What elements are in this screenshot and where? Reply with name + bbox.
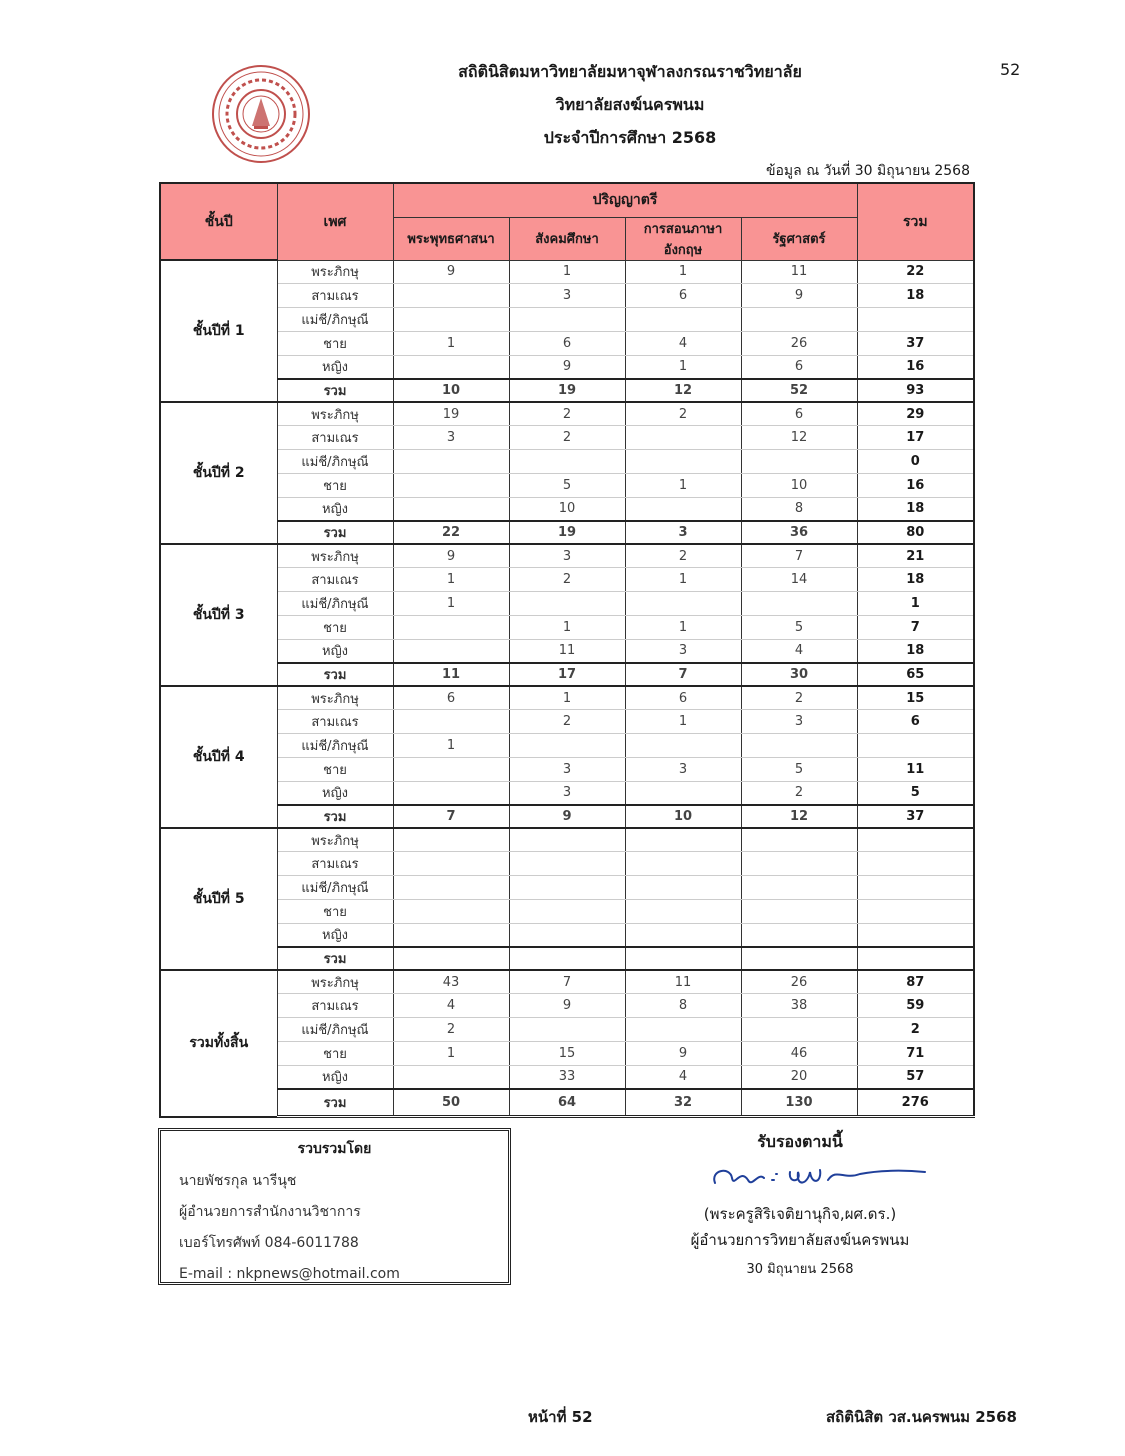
count-cell: 32 (625, 1089, 741, 1117)
count-cell: 8 (625, 994, 741, 1018)
count-cell: 5 (741, 757, 857, 781)
count-cell: 3 (625, 757, 741, 781)
count-cell (509, 876, 625, 900)
count-cell (393, 497, 509, 521)
count-cell: 1 (393, 331, 509, 355)
row-total-cell: 87 (857, 970, 974, 994)
count-cell: 38 (741, 994, 857, 1018)
count-cell (741, 899, 857, 923)
table-row (160, 828, 974, 852)
table-row (160, 521, 974, 544)
sex-label: สามเณร (277, 284, 393, 308)
sex-label: ชาย (277, 899, 393, 923)
table-row (160, 497, 974, 521)
page-number: 52 (1000, 60, 1021, 79)
row-total-cell: 7 (857, 615, 974, 639)
count-cell (625, 828, 741, 852)
table-row (160, 876, 974, 900)
table-row (160, 781, 974, 805)
count-cell: 6 (393, 686, 509, 710)
count-cell: 26 (741, 331, 857, 355)
count-cell: 4 (625, 331, 741, 355)
row-total-cell: 6 (857, 710, 974, 734)
count-cell (509, 1018, 625, 1042)
count-cell (509, 308, 625, 332)
count-cell: 19 (509, 379, 625, 402)
count-cell: 11 (509, 639, 625, 663)
table-row (160, 852, 974, 876)
header-level: ชั้นปี (160, 183, 277, 260)
count-cell (625, 923, 741, 947)
row-total-cell: 11 (857, 757, 974, 781)
row-total-cell: 16 (857, 473, 974, 497)
count-cell: 9 (741, 284, 857, 308)
count-cell: 2 (741, 781, 857, 805)
sex-label: แม่ชี/ภิกษุณี (277, 450, 393, 474)
count-cell (625, 592, 741, 616)
certification-date: 30 มิถุนายน 2568 (746, 1262, 854, 1277)
table-row (160, 710, 974, 734)
count-cell (393, 284, 509, 308)
sex-label: ชาย (277, 331, 393, 355)
table-body (160, 260, 974, 1117)
row-total-cell: 93 (857, 379, 974, 402)
table-row (160, 568, 974, 592)
row-total-cell (857, 899, 974, 923)
compiler-phone: เบอร์โทรศัพท์ 084-6011788 (179, 1235, 359, 1251)
count-cell: 1 (393, 568, 509, 592)
row-total-cell: 18 (857, 639, 974, 663)
count-cell (625, 899, 741, 923)
subtotal-label: รวม (277, 663, 393, 686)
subtotal-label: รวม (277, 947, 393, 970)
subtotal-label: รวม (277, 521, 393, 544)
row-total-cell: 22 (857, 260, 974, 284)
subtotal-label: รวม (277, 379, 393, 402)
count-cell (509, 852, 625, 876)
count-cell: 130 (741, 1089, 857, 1117)
count-cell (509, 923, 625, 947)
count-cell (393, 473, 509, 497)
count-cell: 9 (625, 1041, 741, 1065)
count-cell: 2 (625, 544, 741, 568)
footer-document-label: สถิตินิสิต วส.นครพนม 2568 (826, 1408, 1017, 1426)
compiled-by-title: รวบรวมโดย (297, 1141, 372, 1157)
header-major: รัฐศาสตร์ (741, 217, 857, 260)
row-total-cell: 18 (857, 497, 974, 521)
count-cell: 9 (509, 994, 625, 1018)
footer-page-label: หน้าที่ 52 (528, 1408, 593, 1426)
count-cell (509, 592, 625, 616)
count-cell (625, 781, 741, 805)
count-cell (393, 1065, 509, 1089)
count-cell: 20 (741, 1065, 857, 1089)
count-cell (393, 947, 509, 970)
level-label: ชั้นปีที่ 2 (160, 402, 277, 544)
count-cell: 64 (509, 1089, 625, 1117)
count-cell: 33 (509, 1065, 625, 1089)
count-cell: 52 (741, 379, 857, 402)
count-cell: 26 (741, 970, 857, 994)
count-cell: 3 (509, 544, 625, 568)
count-cell (393, 355, 509, 379)
sex-label: พระภิกษุ (277, 402, 393, 426)
count-cell (741, 450, 857, 474)
table-row (160, 899, 974, 923)
row-total-cell (857, 734, 974, 758)
count-cell: 22 (393, 521, 509, 544)
table-row (160, 686, 974, 710)
sex-label: หญิง (277, 639, 393, 663)
level-label: ชั้นปีที่ 4 (160, 686, 277, 828)
subtotal-label: รวม (277, 1089, 393, 1117)
count-cell: 11 (393, 663, 509, 686)
row-total-cell (857, 828, 974, 852)
count-cell: 19 (393, 402, 509, 426)
compiler-position: ผู้อำนวยการสำนักงานวิชาการ (179, 1204, 361, 1220)
document-title (300, 58, 960, 157)
sex-label: สามเณร (277, 852, 393, 876)
count-cell (393, 899, 509, 923)
compiled-by-box (158, 1128, 511, 1285)
count-cell: 2 (509, 568, 625, 592)
sex-label: หญิง (277, 923, 393, 947)
row-total-cell: 2 (857, 1018, 974, 1042)
count-cell (741, 852, 857, 876)
count-cell: 12 (741, 805, 857, 828)
count-cell: 7 (625, 663, 741, 686)
count-cell: 9 (509, 805, 625, 828)
count-cell (741, 734, 857, 758)
count-cell (393, 615, 509, 639)
sex-label: หญิง (277, 497, 393, 521)
count-cell: 6 (625, 284, 741, 308)
count-cell: 46 (741, 1041, 857, 1065)
count-cell: 36 (741, 521, 857, 544)
count-cell: 11 (741, 260, 857, 284)
count-cell: 10 (509, 497, 625, 521)
count-cell: 14 (741, 568, 857, 592)
sex-label: พระภิกษุ (277, 260, 393, 284)
count-cell: 1 (393, 592, 509, 616)
row-total-cell: 57 (857, 1065, 974, 1089)
sex-label: หญิง (277, 355, 393, 379)
count-cell: 50 (393, 1089, 509, 1117)
compiler-email: E-mail : nkpnews@hotmail.com (179, 1266, 400, 1282)
table-row (160, 331, 974, 355)
count-cell: 2 (509, 426, 625, 450)
count-cell (625, 852, 741, 876)
count-cell: 6 (509, 331, 625, 355)
sex-label: หญิง (277, 781, 393, 805)
row-total-cell (857, 308, 974, 332)
count-cell: 10 (741, 473, 857, 497)
header-total: รวม (857, 183, 974, 260)
count-cell: 6 (625, 686, 741, 710)
table-row (160, 805, 974, 828)
row-total-cell (857, 947, 974, 970)
row-total-cell: 21 (857, 544, 974, 568)
count-cell (393, 876, 509, 900)
sex-label: แม่ชี/ภิกษุณี (277, 1018, 393, 1042)
count-cell: 19 (509, 521, 625, 544)
row-total-cell: 59 (857, 994, 974, 1018)
count-cell: 12 (741, 426, 857, 450)
sex-label: สามเณร (277, 710, 393, 734)
table-row (160, 592, 974, 616)
count-cell: 30 (741, 663, 857, 686)
count-cell (393, 828, 509, 852)
row-total-cell: 29 (857, 402, 974, 426)
row-total-cell (857, 923, 974, 947)
count-cell (625, 947, 741, 970)
count-cell: 4 (741, 639, 857, 663)
row-total-cell: 18 (857, 284, 974, 308)
sex-label: หญิง (277, 1065, 393, 1089)
table-row (160, 379, 974, 402)
count-cell: 1 (509, 686, 625, 710)
table-row (160, 260, 974, 284)
count-cell: 10 (393, 379, 509, 402)
table-row (160, 284, 974, 308)
count-cell: 2 (393, 1018, 509, 1042)
table-row (160, 308, 974, 332)
certifier-name: (พระครูสิริเจติยานุกิจ,ผศ.ดร.) (703, 1205, 897, 1223)
count-cell (509, 828, 625, 852)
row-total-cell: 37 (857, 805, 974, 828)
row-total-cell: 15 (857, 686, 974, 710)
count-cell (625, 1018, 741, 1042)
count-cell (625, 734, 741, 758)
sex-label: ชาย (277, 1041, 393, 1065)
table-row (160, 1089, 974, 1117)
table-row (160, 757, 974, 781)
table-row (160, 994, 974, 1018)
count-cell: 11 (625, 970, 741, 994)
header-major: การสอนภาษาอังกฤษ (625, 217, 741, 260)
sex-label: ชาย (277, 473, 393, 497)
count-cell: 3 (625, 521, 741, 544)
count-cell: 7 (741, 544, 857, 568)
count-cell: 8 (741, 497, 857, 521)
count-cell (509, 734, 625, 758)
sex-label: แม่ชี/ภิกษุณี (277, 592, 393, 616)
row-total-cell: 5 (857, 781, 974, 805)
count-cell (625, 308, 741, 332)
count-cell: 6 (741, 402, 857, 426)
count-cell: 1 (393, 1041, 509, 1065)
row-total-cell: 0 (857, 450, 974, 474)
count-cell: 10 (625, 805, 741, 828)
count-cell: 1 (509, 260, 625, 284)
title-line-college: วิทยาลัยสงฆ์นครพนม (555, 95, 705, 114)
count-cell: 3 (393, 426, 509, 450)
header-sex: เพศ (277, 183, 393, 260)
certifier-position: ผู้อำนวยการวิทยาลัยสงฆ์นครพนม (690, 1231, 910, 1249)
count-cell (625, 497, 741, 521)
count-cell (509, 450, 625, 474)
header-major: สังคมศึกษา (509, 217, 625, 260)
header-major: พระพุทธศาสนา (393, 217, 509, 260)
sex-label: แม่ชี/ภิกษุณี (277, 734, 393, 758)
sex-label: พระภิกษุ (277, 544, 393, 568)
table-row (160, 734, 974, 758)
row-total-cell: 80 (857, 521, 974, 544)
count-cell: 1 (625, 355, 741, 379)
count-cell: 12 (625, 379, 741, 402)
level-label: ชั้นปีที่ 5 (160, 828, 277, 970)
sex-label: สามเณร (277, 426, 393, 450)
count-cell (393, 710, 509, 734)
sex-label: ชาย (277, 615, 393, 639)
level-label: รวมทั้งสิ้น (160, 970, 277, 1117)
count-cell: 1 (625, 260, 741, 284)
count-cell: 1 (393, 734, 509, 758)
row-total-cell (857, 852, 974, 876)
table-row (160, 402, 974, 426)
table-row (160, 1065, 974, 1089)
table-row (160, 473, 974, 497)
count-cell (393, 308, 509, 332)
title-line-year: ประจำปีการศึกษา 2568 (543, 128, 717, 147)
count-cell: 3 (741, 710, 857, 734)
count-cell (625, 450, 741, 474)
sex-label: พระภิกษุ (277, 828, 393, 852)
count-cell (741, 876, 857, 900)
table-row (160, 1041, 974, 1065)
handwritten-signature (660, 1158, 940, 1198)
count-cell: 3 (509, 781, 625, 805)
count-cell (741, 1018, 857, 1042)
student-statistics-table (159, 182, 975, 1118)
count-cell (741, 947, 857, 970)
count-cell: 3 (625, 639, 741, 663)
count-cell: 2 (625, 402, 741, 426)
count-cell: 1 (625, 473, 741, 497)
count-cell: 1 (509, 615, 625, 639)
count-cell: 2 (509, 402, 625, 426)
sex-label: สามเณร (277, 568, 393, 592)
count-cell (741, 308, 857, 332)
count-cell (393, 923, 509, 947)
table-row (160, 923, 974, 947)
table-row (160, 450, 974, 474)
data-as-of-date: ข้อมูล ณ วันที่ 30 มิถุนายน 2568 (765, 163, 970, 179)
table-row (160, 1018, 974, 1042)
count-cell (625, 876, 741, 900)
count-cell: 1 (625, 568, 741, 592)
sex-label: พระภิกษุ (277, 970, 393, 994)
row-total-cell: 16 (857, 355, 974, 379)
table-row (160, 947, 974, 970)
header-degree: ปริญญาตรี (393, 183, 857, 217)
count-cell (509, 947, 625, 970)
university-seal-logo (208, 64, 314, 164)
count-cell: 9 (393, 260, 509, 284)
table-row (160, 639, 974, 663)
table-row (160, 970, 974, 994)
sex-label: แม่ชี/ภิกษุณี (277, 308, 393, 332)
compiler-name: นายพัชรกุล นารีนุช (179, 1173, 297, 1189)
level-label: ชั้นปีที่ 1 (160, 260, 277, 402)
row-total-cell: 37 (857, 331, 974, 355)
count-cell (393, 450, 509, 474)
count-cell: 9 (509, 355, 625, 379)
count-cell (393, 781, 509, 805)
table-row (160, 426, 974, 450)
count-cell (393, 757, 509, 781)
row-total-cell: 276 (857, 1089, 974, 1117)
count-cell (741, 592, 857, 616)
subtotal-label: รวม (277, 805, 393, 828)
count-cell: 7 (393, 805, 509, 828)
table-row (160, 544, 974, 568)
sex-label: พระภิกษุ (277, 686, 393, 710)
count-cell: 2 (509, 710, 625, 734)
title-line-university: สถิตินิสิตมหาวิทยาลัยมหาจุฬาลงกรณราชวิทยาลัย (458, 62, 802, 81)
count-cell: 2 (741, 686, 857, 710)
count-cell: 1 (625, 710, 741, 734)
sex-label: ชาย (277, 757, 393, 781)
certification-block (660, 1130, 940, 1279)
sex-label: แม่ชี/ภิกษุณี (277, 876, 393, 900)
count-cell (393, 852, 509, 876)
row-total-cell (857, 876, 974, 900)
row-total-cell: 1 (857, 592, 974, 616)
sex-label: สามเณร (277, 994, 393, 1018)
row-total-cell: 17 (857, 426, 974, 450)
count-cell: 6 (741, 355, 857, 379)
table-row (160, 663, 974, 686)
count-cell: 5 (509, 473, 625, 497)
count-cell: 4 (393, 994, 509, 1018)
count-cell (393, 639, 509, 663)
count-cell: 15 (509, 1041, 625, 1065)
table-row (160, 615, 974, 639)
count-cell: 7 (509, 970, 625, 994)
table-row (160, 355, 974, 379)
count-cell: 3 (509, 757, 625, 781)
row-total-cell: 71 (857, 1041, 974, 1065)
count-cell: 4 (625, 1065, 741, 1089)
certification-title: รับรองตามนี้ (757, 1132, 843, 1151)
count-cell: 3 (509, 284, 625, 308)
count-cell (625, 426, 741, 450)
count-cell (741, 828, 857, 852)
count-cell: 1 (625, 615, 741, 639)
level-label: ชั้นปีที่ 3 (160, 544, 277, 686)
count-cell (741, 923, 857, 947)
count-cell: 17 (509, 663, 625, 686)
count-cell: 43 (393, 970, 509, 994)
count-cell (509, 899, 625, 923)
row-total-cell: 65 (857, 663, 974, 686)
count-cell: 9 (393, 544, 509, 568)
count-cell: 5 (741, 615, 857, 639)
row-total-cell: 18 (857, 568, 974, 592)
